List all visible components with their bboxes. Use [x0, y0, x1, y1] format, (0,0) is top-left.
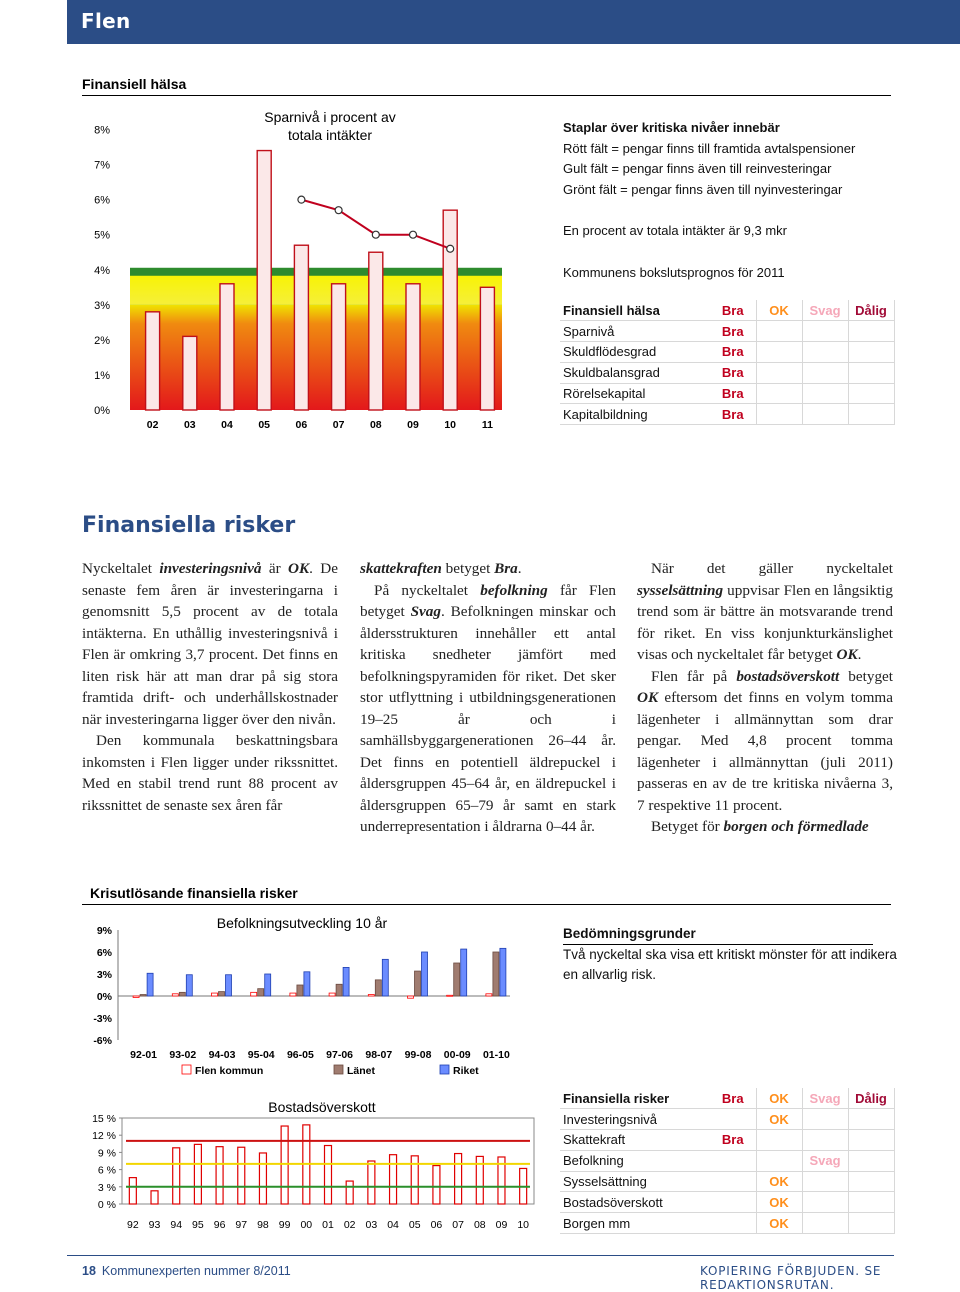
x-tick-label: 06 [295, 419, 308, 431]
grade-cell [802, 1130, 848, 1151]
table-row [560, 342, 894, 363]
financial-health-grade-table [560, 300, 895, 425]
y-tick-label: 3 % [97, 1181, 116, 1194]
row-label: Borgen mm [560, 1213, 710, 1234]
grade-cell [710, 1192, 756, 1213]
y-tick-label: 3% [94, 299, 110, 312]
x-tick-label: 04 [221, 419, 233, 431]
criteria-title: Staplar över kritiska nivåer innebär [563, 120, 780, 135]
table-row [560, 383, 894, 404]
footer-divider [67, 1255, 894, 1256]
row-label: Investeringsnivå [560, 1109, 710, 1130]
x-tick-label: 97 [235, 1219, 248, 1231]
x-tick-label: 03 [183, 419, 196, 431]
grade-cell [802, 1171, 848, 1192]
grade-cell [802, 383, 848, 404]
y-tick-label: 9% [96, 925, 112, 937]
bar-länet [219, 992, 225, 996]
row-label: Skuldflödesgrad [560, 342, 710, 363]
assessment-title: Bedömningsgrunder [563, 924, 873, 945]
grade-column-header: Bra [710, 1088, 756, 1109]
y-tick-label: 2% [94, 334, 110, 347]
bar-riket [186, 975, 192, 996]
grade-cell [756, 362, 802, 383]
grade-cell: Bra [710, 1130, 756, 1151]
bar-länet [336, 984, 342, 996]
section-heading-finansiell-halsa: Finansiell hälsa [82, 76, 187, 92]
bar-riket [147, 973, 153, 996]
bar-06 [433, 1166, 440, 1204]
grade-column-header: OK [756, 1088, 802, 1109]
bar-03 [368, 1161, 375, 1204]
legend-swatch [182, 1065, 191, 1074]
row-label: Sysselsättning [560, 1171, 710, 1192]
table-header-label: Finansiell hälsa [560, 300, 710, 321]
x-tick-label: 04 [387, 1219, 399, 1231]
trend-point [372, 231, 379, 238]
y-tick-label: 1% [94, 369, 110, 382]
grade-column-header: Dålig [848, 300, 894, 321]
page-number: 18 [82, 1264, 96, 1278]
grade-cell [802, 362, 848, 383]
grade-cell [848, 1213, 894, 1234]
bar-länet [258, 989, 264, 996]
bar-07 [332, 284, 346, 410]
section-divider [82, 95, 891, 96]
bar-97 [238, 1147, 245, 1204]
bar-länet [375, 980, 381, 996]
grade-cell [848, 1130, 894, 1151]
text-column-1: Nyckeltalet investeringsnivå är OK. De senaste fem åren är investeringarna i genomsnitt 5,5 procent av de totala intäkterna. En uthållig investeringsnivå i Flen är omkring 3,7 procent. Det finns en liten risk här att man drar på sig stora framtida drift- och underhållskostnader när investeringarna ligger över den nivån. Den kommunala beskattningsbara inkomsten i Flen ligger under rikssnittet. Med en stabil trend runt 88 procent av rikssnittet de senaste sex åren får [82, 560, 338, 814]
bar-94 [173, 1148, 180, 1204]
grade-cell [710, 1213, 756, 1234]
criteria-note: En procent av totala intäkter är 9,3 mkr [563, 223, 787, 238]
bar-flen-kommun [133, 996, 139, 997]
trend-point [410, 231, 417, 238]
x-tick-label: 01-10 [482, 1049, 510, 1061]
bar-02 [146, 312, 160, 410]
y-tick-label: 0 % [97, 1199, 116, 1211]
x-tick-label: 03 [365, 1219, 378, 1231]
grade-cell: OK [756, 1192, 802, 1213]
x-tick-label: 92-01 [130, 1049, 158, 1061]
y-tick-label: -3% [93, 1013, 112, 1025]
grade-column-header: Svag [802, 300, 848, 321]
y-tick-label: 4% [94, 264, 110, 277]
chart-title: Bostadsöverskott [268, 1099, 376, 1115]
bar-flen-kommun [172, 994, 178, 996]
x-tick-label: 94-03 [208, 1049, 236, 1061]
x-tick-label: 93-02 [169, 1049, 197, 1061]
assessment-criteria [563, 924, 903, 985]
bar-riket [343, 967, 349, 996]
bar-flen-kommun [408, 996, 414, 998]
bar-96 [216, 1147, 223, 1204]
bar-riket [422, 952, 428, 996]
x-tick-label: 95-04 [247, 1049, 275, 1061]
grade-cell [756, 383, 802, 404]
bar-07 [455, 1154, 462, 1204]
row-label: Kapitalbildning [560, 404, 710, 425]
section-divider [82, 904, 891, 905]
bar-länet [415, 971, 421, 996]
table-header-row [560, 1088, 894, 1109]
x-tick-label: 08 [369, 419, 382, 431]
text-column-2: skattekraften betyget Bra. På nyckeltalet befolkning får Flen betyget Svag. Befolkningen minskar och åldersstrukturen innehåller ett antal kritiska snedheter jämfört med befolkningspyramiden för riket. Det sker stor utflyttning i utbildningsgenerationen 19–25 år och i samhällsbyggargenerationen 26–44 år. Det finns en potentiell äldrepuckel i åldersgruppen 45–64 år, en äldrepuckel i åldersgruppen 65–79 år samt en stark underrepresentation i åldrarna 0–44 år. [360, 560, 617, 835]
x-tick-label: 02 [146, 419, 159, 431]
y-tick-label: 0% [96, 991, 112, 1003]
grade-cell: OK [756, 1109, 802, 1130]
x-tick-label: 94 [170, 1219, 183, 1231]
table-row [560, 404, 894, 425]
bar-02 [346, 1181, 353, 1204]
bar-länet [140, 995, 146, 996]
y-tick-label: 6% [96, 947, 112, 959]
y-tick-label: 9 % [97, 1147, 116, 1160]
grade-cell: Bra [710, 321, 756, 342]
x-tick-label: 00-09 [443, 1049, 471, 1061]
bar-92 [129, 1178, 136, 1204]
grade-cell: OK [756, 1213, 802, 1234]
trend-point [298, 196, 305, 203]
bar-flen-kommun [212, 993, 218, 996]
bar-04 [390, 1155, 397, 1204]
bar-99 [281, 1126, 288, 1204]
x-tick-label: 05 [258, 419, 271, 431]
grade-cell [848, 321, 894, 342]
x-tick-label: 97-06 [326, 1049, 354, 1061]
bar-riket [461, 949, 467, 996]
grade-cell [802, 1213, 848, 1234]
legend-label: Länet [347, 1065, 376, 1077]
grade-cell [710, 1150, 756, 1171]
bar-03 [183, 336, 197, 410]
y-tick-label: 0% [94, 405, 110, 417]
bar-08 [369, 252, 383, 410]
grade-cell [756, 321, 802, 342]
y-tick-label: 6 % [97, 1164, 116, 1177]
trend-point [335, 207, 342, 214]
chart-title: Befolkningsutveckling 10 år [216, 915, 388, 931]
y-tick-label: -6% [93, 1035, 112, 1047]
grade-cell [756, 1150, 802, 1171]
bar-flen-kommun [251, 992, 257, 996]
table-row [560, 1109, 894, 1130]
x-tick-label: 09 [495, 1219, 508, 1231]
x-tick-label: 01 [322, 1219, 334, 1231]
x-tick-label: 96-05 [286, 1049, 314, 1061]
x-tick-label: 99-08 [404, 1049, 432, 1061]
bar-länet [297, 985, 303, 996]
bar-länet [493, 952, 499, 996]
bar-flen-kommun [290, 993, 296, 996]
grade-cell [848, 404, 894, 425]
section-heading-krisutlosande: Krisutlösande finansiella risker [90, 885, 298, 901]
bar-11 [480, 287, 494, 410]
criteria-line: Grönt fält = pengar finns även till nyinvesteringar [563, 181, 843, 197]
grade-cell: OK [756, 1171, 802, 1192]
criteria-note: Kommunens bokslutsprognos för 2011 [563, 264, 785, 280]
x-tick-label: 96 [213, 1219, 226, 1231]
table-row [560, 362, 894, 383]
grade-cell [848, 383, 894, 404]
grade-cell [756, 342, 802, 363]
grade-cell [848, 362, 894, 383]
bar-06 [294, 245, 308, 410]
table-row [560, 1150, 894, 1171]
grade-cell [848, 342, 894, 363]
savings-level-chart [82, 100, 550, 440]
footer-publication: 18 Kommunexperten nummer 8/2011 [82, 1264, 291, 1278]
population-change-chart [82, 908, 552, 1083]
grade-cell [802, 1192, 848, 1213]
trend-point [447, 245, 454, 252]
grade-column-header: OK [756, 300, 802, 321]
x-tick-label: 92 [126, 1219, 139, 1231]
y-tick-label: 8% [94, 124, 110, 137]
section-heading-finansiella-risker: Finansiella risker [82, 513, 296, 538]
grade-cell: Bra [710, 362, 756, 383]
row-label: Bostadsöverskott [560, 1192, 710, 1213]
bar-flen-kommun [329, 993, 335, 996]
bar-10 [443, 210, 457, 410]
x-tick-label: 02 [343, 1219, 356, 1231]
header-banner [67, 0, 960, 44]
y-tick-label: 3% [96, 969, 112, 981]
grade-cell [848, 1109, 894, 1130]
x-tick-label: 95 [192, 1219, 204, 1231]
bar-04 [220, 284, 234, 410]
x-tick-label: 10 [517, 1219, 530, 1231]
grade-cell [802, 321, 848, 342]
grade-cell [710, 1109, 756, 1130]
financial-risks-grade-table [560, 1088, 895, 1234]
y-tick-label: 6% [94, 194, 110, 207]
bar-flen-kommun [368, 995, 374, 996]
chart-title-line1: Sparnivå i procent av [264, 109, 396, 125]
table-row [560, 1192, 894, 1213]
x-tick-label: 98-07 [365, 1049, 393, 1061]
legend-swatch [334, 1065, 343, 1074]
y-tick-label: 12 % [92, 1130, 116, 1143]
bar-05 [257, 151, 271, 410]
bar-länet [454, 963, 460, 996]
row-label: Befolkning [560, 1150, 710, 1171]
housing-surplus-chart [82, 1090, 552, 1238]
grade-cell: Bra [710, 383, 756, 404]
bar-09 [406, 284, 420, 410]
bar-93 [151, 1191, 158, 1204]
row-label: Sparnivå [560, 321, 710, 342]
footer-notice: KOPIERING FÖRBJUDEN. SE REDAKTIONSRUTAN. [700, 1264, 882, 1292]
grade-cell [802, 1109, 848, 1130]
table-header-row [560, 300, 894, 321]
legend-swatch [440, 1065, 449, 1074]
x-tick-label: 05 [408, 1219, 421, 1231]
bar-flen-kommun [486, 994, 492, 996]
table-row [560, 1130, 894, 1151]
grade-column-header: Dålig [848, 1088, 894, 1109]
bar-riket [226, 975, 232, 996]
table-row [560, 1171, 894, 1192]
x-tick-label: 09 [407, 419, 419, 431]
grade-cell: Svag [802, 1150, 848, 1171]
assessment-text: Två nyckeltal ska visa ett kritiskt mönster för att indikera en allvarlig risk. [563, 947, 897, 982]
bar-riket [304, 972, 310, 996]
grade-column-header: Bra [710, 300, 756, 321]
y-tick-label: 7% [94, 159, 110, 172]
grade-cell [710, 1171, 756, 1192]
x-tick-label: 00 [300, 1219, 313, 1231]
bar-95 [194, 1144, 201, 1204]
grade-cell: Bra [710, 404, 756, 425]
table-header-label: Finansiella risker [560, 1088, 710, 1109]
y-tick-label: 15 % [92, 1113, 116, 1125]
x-tick-label: 11 [481, 419, 493, 431]
grade-cell [848, 1150, 894, 1171]
row-label: Skuldbalansgrad [560, 362, 710, 383]
bar-riket [500, 948, 506, 996]
bar-riket [265, 974, 271, 996]
table-row [560, 321, 894, 342]
bar-01 [325, 1146, 332, 1204]
legend-label: Riket [453, 1065, 479, 1077]
criteria-line: Rött fält = pengar finns till framtida avtalspensioner [563, 140, 856, 156]
text-column-3: När det gäller nyckeltalet sysselsättning uppvisar Flen en långsiktig trend som är bättre än motsvarande trend för riket. En viss konjunkturkänslighet visas och nyckeltalet får betyget OK. Flen får på bostadsöverskott betyget OK eftersom det finns en volym tomma lägenheter i allmännyttan som drar pengar. Med 4,8 procent tomma lägenheter i allmännyttan (juli 2011) passeras en av de tre kritiska nivåerna 3, 7 respektive 11 procent. Betyget för borgen och förmedlade [637, 560, 894, 835]
grade-cell [802, 342, 848, 363]
grade-cell [848, 1192, 894, 1213]
row-label: Skattekraft [560, 1130, 710, 1151]
x-tick-label: 93 [148, 1219, 161, 1231]
table-row [560, 1213, 894, 1234]
legend-label: Flen kommun [195, 1065, 264, 1077]
chart-title-line2: totala intäkter [287, 127, 373, 143]
x-tick-label: 07 [452, 1219, 464, 1231]
x-tick-label: 07 [332, 419, 345, 431]
row-label: Rörelsekapital [560, 383, 710, 404]
grade-cell [848, 1171, 894, 1192]
grade-cell [756, 1130, 802, 1151]
bar-98 [259, 1153, 266, 1204]
x-tick-label: 08 [473, 1219, 486, 1231]
page-title: Flen [81, 9, 131, 33]
x-tick-label: 99 [278, 1219, 291, 1231]
y-tick-label: 5% [94, 229, 110, 242]
bar-flen-kommun [447, 995, 453, 996]
bar-riket [382, 959, 388, 996]
criteria-legend [563, 118, 855, 283]
grade-column-header: Svag [802, 1088, 848, 1109]
x-tick-label: 06 [430, 1219, 443, 1231]
x-tick-label: 10 [444, 419, 457, 431]
grade-cell: Bra [710, 342, 756, 363]
grade-cell [802, 404, 848, 425]
criteria-line: Gult fält = pengar finns även till reinvesteringar [563, 161, 832, 176]
grade-cell [756, 404, 802, 425]
bar-länet [179, 992, 185, 996]
x-tick-label: 98 [257, 1219, 269, 1231]
